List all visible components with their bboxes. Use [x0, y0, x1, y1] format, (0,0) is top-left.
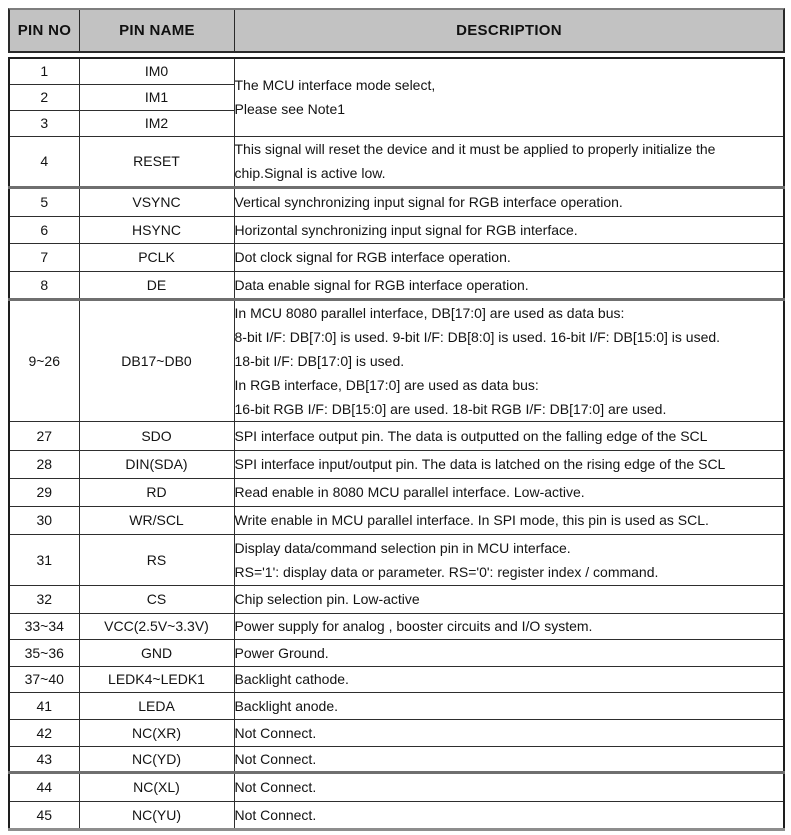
pin-name-cell: IM2 — [79, 110, 234, 136]
table-row — [9, 585, 784, 613]
description-cell — [234, 187, 784, 216]
table-row — [9, 271, 784, 299]
table-row — [9, 746, 784, 772]
description-line: Not Connect. — [234, 779, 317, 795]
description-line: Horizontal synchronizing input signal for RGB interface. — [234, 221, 578, 238]
description-line: The MCU interface mode select, — [234, 77, 436, 94]
pin-name-cell: GND — [79, 639, 234, 666]
description-cell — [234, 639, 784, 666]
pin-no-cell: 42 — [9, 719, 79, 746]
pin-no-cell: 8 — [9, 271, 79, 299]
description-line: chip.Signal is active low. — [234, 165, 386, 181]
description-line: Power supply for analog , booster circuits and I/O system. — [234, 618, 593, 634]
pin-no-cell: 3 — [9, 110, 79, 136]
pin-name-cell: RESET — [79, 136, 234, 187]
description-cell — [234, 692, 784, 719]
description-line: SPI interface output pin. The data is outputted on the falling edge of the SCL — [234, 427, 708, 444]
description-line: Not Connect. — [234, 806, 317, 823]
pin-no-cell: 6 — [9, 216, 79, 243]
description-cell — [234, 271, 784, 299]
table-row — [9, 534, 784, 585]
description-line: Chip selection pin. Low-active — [234, 591, 420, 607]
pin-no-cell: 30 — [9, 506, 79, 534]
pin-no-cell: 1 — [9, 58, 79, 84]
description-line: RS='1': display data or parameter. RS='0': register index / command. — [234, 563, 659, 580]
pin-name-cell: NC(XR) — [79, 719, 234, 746]
pin-no-cell: 29 — [9, 478, 79, 506]
description-line: Data enable signal for RGB interface operation. — [234, 276, 529, 293]
pin-name-cell: RS — [79, 534, 234, 585]
description-line: Read enable in 8080 MCU parallel interface. Low-active. — [234, 484, 585, 500]
description-cell — [234, 243, 784, 271]
table-row — [9, 299, 784, 421]
pin-name-cell: HSYNC — [79, 216, 234, 243]
description-line: This signal will reset the device and it must be applied to properly initialize the — [234, 141, 716, 157]
description-line: 18-bit I/F: DB[17:0] is used. — [234, 352, 405, 369]
pin-no-cell: 33~34 — [9, 613, 79, 639]
pin-name-cell: NC(XL) — [79, 772, 234, 801]
description-cell — [234, 478, 784, 506]
description-cell — [234, 216, 784, 243]
table-row — [9, 243, 784, 271]
description-cell — [234, 746, 784, 772]
description-cell — [234, 136, 784, 187]
table-row — [9, 801, 784, 829]
description-line: Power Ground. — [234, 644, 329, 661]
description-line: Not Connect. — [234, 750, 317, 767]
header-pin-no: PIN NO — [10, 10, 80, 51]
table-row — [9, 719, 784, 746]
description-cell — [234, 58, 784, 136]
table-header-row — [8, 8, 785, 53]
description-cell — [234, 666, 784, 692]
pin-no-cell: 5 — [9, 187, 79, 216]
pin-name-cell: IM0 — [79, 58, 234, 84]
pin-name-cell: LEDA — [79, 692, 234, 719]
description-line: Please see Note1 — [234, 101, 346, 118]
pin-name-cell: DE — [79, 271, 234, 299]
description-line: In RGB interface, DB[17:0] are used as data bus: — [234, 376, 539, 393]
pin-no-cell: 7 — [9, 243, 79, 271]
pin-no-cell: 9~26 — [9, 299, 79, 421]
description-cell — [234, 801, 784, 829]
description-cell — [234, 585, 784, 613]
pin-name-cell: NC(YU) — [79, 801, 234, 829]
pin-no-cell: 27 — [9, 421, 79, 450]
pin-no-cell: 28 — [9, 450, 79, 478]
table-row — [9, 478, 784, 506]
table-row — [9, 421, 784, 450]
table-row — [9, 58, 784, 84]
table-row — [9, 692, 784, 719]
description-line: Write enable in MCU parallel interface. In SPI mode, this pin is used as SCL. — [234, 512, 709, 528]
header-pin-name: PIN NAME — [80, 10, 235, 51]
pin-name-cell: RD — [79, 478, 234, 506]
pin-name-cell: LEDK4~LEDK1 — [79, 666, 234, 692]
pin-name-cell: DIN(SDA) — [79, 450, 234, 478]
table-row — [9, 772, 784, 801]
table-row — [9, 666, 784, 692]
description-line: Display data/command selection pin in MCU interface. — [234, 539, 571, 556]
table-row — [9, 216, 784, 243]
description-cell — [234, 450, 784, 478]
description-cell — [234, 613, 784, 639]
table-row — [9, 506, 784, 534]
pin-name-cell: CS — [79, 585, 234, 613]
table-row — [9, 136, 784, 187]
description-line: Dot clock signal for RGB interface operation. — [234, 249, 511, 265]
table-row — [9, 613, 784, 639]
description-cell — [234, 506, 784, 534]
description-line: 16-bit RGB I/F: DB[15:0] are used. 18-bit RGB I/F: DB[17:0] are used. — [234, 400, 667, 417]
description-line: Not Connect. — [234, 724, 317, 741]
pin-name-cell: WR/SCL — [79, 506, 234, 534]
pin-no-cell: 35~36 — [9, 639, 79, 666]
description-cell — [234, 534, 784, 585]
pin-no-cell: 44 — [9, 772, 79, 801]
pin-no-cell: 41 — [9, 692, 79, 719]
description-line: In MCU 8080 parallel interface, DB[17:0] are used as data bus: — [234, 304, 625, 321]
description-line: Backlight cathode. — [234, 671, 349, 687]
pin-no-cell: 37~40 — [9, 666, 79, 692]
pin-name-cell: SDO — [79, 421, 234, 450]
description-line: Backlight anode. — [234, 697, 339, 714]
description-line: 8-bit I/F: DB[7:0] is used. 9-bit I/F: DB[8:0] is used. 16-bit I/F: DB[15:0] is used. — [234, 328, 721, 345]
pin-no-cell: 31 — [9, 534, 79, 585]
table-row — [9, 187, 784, 216]
pin-no-cell: 2 — [9, 84, 79, 110]
table-row — [9, 450, 784, 478]
pin-name-cell: DB17~DB0 — [79, 299, 234, 421]
pin-name-cell: IM1 — [79, 84, 234, 110]
pin-no-cell: 43 — [9, 746, 79, 772]
description-line: SPI interface input/output pin. The data is latched on the rising edge of the SCL — [234, 456, 726, 472]
description-cell — [234, 772, 784, 801]
header-description: DESCRIPTION — [456, 22, 562, 39]
table-row — [9, 639, 784, 666]
pin-no-cell: 32 — [9, 585, 79, 613]
pin-name-cell: PCLK — [79, 243, 234, 271]
pin-no-cell: 45 — [9, 801, 79, 829]
pin-name-cell: VCC(2.5V~3.3V) — [79, 613, 234, 639]
description-cell — [234, 421, 784, 450]
pin-name-cell: VSYNC — [79, 187, 234, 216]
description-cell — [234, 299, 784, 421]
description-line: Vertical synchronizing input signal for RGB interface operation. — [234, 194, 623, 210]
pin-name-cell: NC(YD) — [79, 746, 234, 772]
description-cell — [234, 719, 784, 746]
pin-no-cell: 4 — [9, 136, 79, 187]
pin-description-table — [8, 57, 785, 831]
